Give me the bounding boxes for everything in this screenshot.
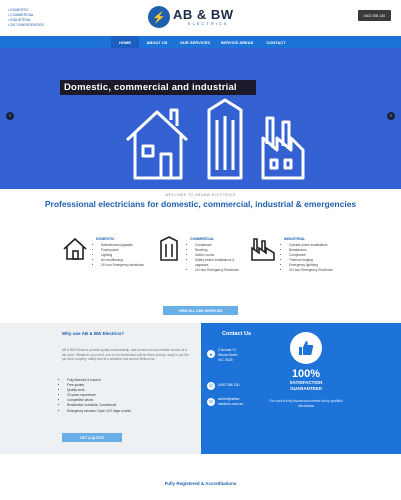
house-icon (62, 236, 88, 262)
nav-about[interactable]: ABOUT US (146, 39, 168, 45)
why-point: • Fully licensed & insured (67, 378, 131, 383)
satisfaction-text: Our work is fully insured and carried out by qualified electricians (269, 399, 343, 408)
contact-address: 2 Avocet Ct Altona North VIC 3025 (218, 348, 238, 362)
why-point: • Residential, industrial, Commercial (67, 403, 131, 408)
phone-icon: ✆ (207, 382, 215, 390)
service-title: DOMESTIC (96, 237, 115, 241)
service-item: • Air conditioning (101, 258, 146, 263)
why-point: • Quality work (67, 388, 131, 393)
contact-email[interactable]: admin@abbw electrics.com.au (218, 397, 244, 406)
service-item: • Thermal imaging (289, 258, 340, 263)
why-paragraph: AB & BW Electrics provide quality workmanship, fast turnaround and reliable service at a fair price. Whatever you need, one of our electricians will be there quickly, ready to get the job done properly, safely and at a sensible cost across Melbourne. (62, 348, 189, 362)
map-pin-icon: ● (207, 350, 215, 358)
why-point: • Competitive prices (67, 398, 131, 403)
nav-home[interactable]: HOME (111, 36, 139, 48)
service-title: INDUSTRIAL (284, 237, 306, 241)
view-services-button[interactable]: VIEW ALL OUR SERVICES (163, 306, 238, 315)
top-header (0, 0, 401, 36)
why-point: • Free quotes (67, 383, 131, 388)
service-item: • Compliance (195, 243, 242, 248)
logo-name: AB & BW (173, 7, 234, 22)
main-heading: Professional electricians for domestic, commercial, industrial & emergencies (44, 199, 357, 209)
service-item: • Breakdowns (289, 248, 340, 253)
slider-next-arrow[interactable]: › (387, 112, 395, 120)
lightning-logo-icon: ⚡ (148, 6, 170, 28)
service-item: • Compliance (289, 253, 340, 258)
service-item: • Lighting (101, 253, 146, 258)
nav-contact[interactable]: CONTACT (266, 39, 286, 45)
why-point: • Emergency services: Open 24/7 days a week (67, 409, 131, 414)
hero-title: Domestic, commercial and industrial (60, 80, 256, 95)
get-quote-button[interactable]: GET A QUOTE (62, 433, 122, 442)
phone-button[interactable]: 0402 398 130 (358, 10, 391, 21)
service-link-emergencies[interactable]: • 24/7 EMERGENCIES (8, 23, 44, 27)
service-item: • Rewiring (195, 248, 242, 253)
why-title: Why use AB & BW Electrics? (62, 331, 125, 336)
buildings-illustration (125, 98, 305, 182)
service-title: COMMERCIAL (190, 237, 215, 241)
mail-icon: ✉ (207, 398, 215, 406)
service-item: • Emergency lightning (289, 263, 340, 268)
service-item: • Safety switch installations & upgrades (195, 258, 242, 268)
satisfaction-percent: 100% (291, 368, 321, 380)
service-item: • 3 phase power installations (289, 243, 340, 248)
service-item: • Switch rooms (195, 253, 242, 258)
service-industrial (284, 237, 340, 273)
slider-prev-arrow[interactable]: ‹ (6, 112, 14, 120)
contact-title: Contact Us (222, 331, 252, 337)
building-icon (156, 236, 182, 262)
logo-tagline: ELECTRICS (188, 21, 229, 26)
service-item: • 24 Hour Emergency Electrician (195, 268, 242, 273)
main-nav (0, 36, 401, 48)
nav-service-areas[interactable]: SERVICE AREAS (220, 39, 254, 45)
service-commercial (190, 237, 242, 273)
thumbs-up-icon (290, 332, 322, 364)
why-point: • 20 years experience (67, 393, 131, 398)
accreditations-title: Fully Registered & Accreditations (164, 481, 237, 486)
service-item: • 24 hour Emergency electrician (101, 263, 146, 268)
logo[interactable] (148, 6, 258, 30)
contact-phone[interactable]: 0402 398 130 (218, 383, 240, 387)
satisfaction-label: SATISFACTION GUARANTEED (289, 380, 323, 391)
service-domestic (96, 237, 146, 268)
welcome-subtitle: WELCOME TO AB&BW ELECTRICS (165, 193, 236, 197)
service-item: • 24 Hour Emergency Electrician (289, 268, 340, 273)
service-link-domestic[interactable]: • DOMESTIC (8, 8, 29, 12)
factory-icon (250, 236, 276, 262)
nav-services[interactable]: OUR SERVICES (179, 39, 211, 45)
service-link-industrial[interactable]: • INDUSTRIAL (8, 18, 32, 22)
service-link-commercial[interactable]: • COMMERCIAL (8, 13, 34, 17)
why-points (62, 378, 131, 414)
footer (0, 454, 401, 500)
service-item: • Switchboard upgrades (101, 243, 146, 248)
service-links (8, 8, 44, 28)
service-item: • Powerpoints (101, 248, 146, 253)
